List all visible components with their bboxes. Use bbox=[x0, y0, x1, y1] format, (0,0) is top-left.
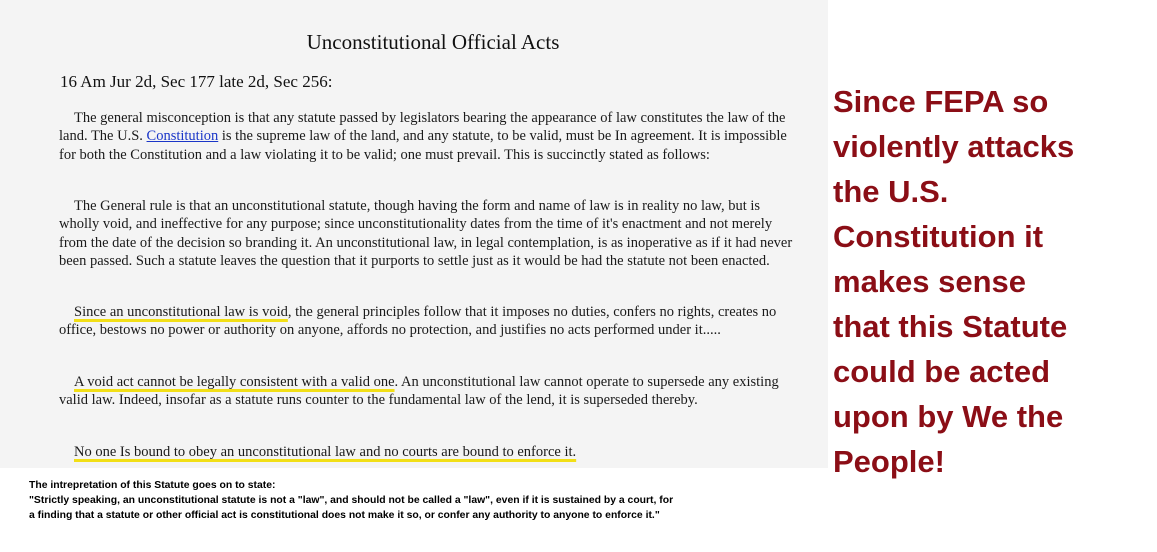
document-citation: 16 Am Jur 2d, Sec 177 late 2d, Sec 256: bbox=[60, 72, 333, 91]
caption-line: upon by We the bbox=[833, 399, 1064, 434]
interpretation-note bbox=[29, 478, 829, 523]
paragraph-void-law bbox=[59, 303, 795, 340]
caption-line: violently attacks bbox=[833, 129, 1075, 164]
caption-line: makes sense bbox=[833, 264, 1027, 299]
caption-line: Since FEPA so bbox=[833, 84, 1049, 119]
paragraph-text: The general misconception is that any statute passed by legislators bearing the appearance of law constitutes the law of the land. The U.S. bbox=[59, 110, 786, 145]
caption-line: the U.S. bbox=[833, 174, 949, 209]
paragraph-misconception bbox=[59, 109, 795, 164]
document-title: Unconstitutional Official Acts bbox=[306, 30, 560, 54]
caption-line: People! bbox=[833, 444, 945, 479]
paragraph-void-act bbox=[59, 373, 795, 410]
paragraph-text: , the general principles follow that it imposes no duties, confers no rights, creates no office, bestows no power or authority on anyone, affords no protection, and justifies no acts performed under it..... bbox=[59, 304, 777, 339]
side-caption bbox=[833, 79, 1153, 484]
note-line: The intrepretation of this Statute goes on to state: bbox=[29, 480, 276, 491]
note-line: a finding that a statute or other official act is constitutional does not make it so, or confer any authority to anyone to enforce it." bbox=[29, 510, 660, 521]
caption-line: that this Statute bbox=[833, 309, 1068, 344]
highlighted-phrase: Since an unconstitutional law is void bbox=[74, 304, 288, 320]
highlighted-phrase: No one Is bound to obey an unconstitutional law and no courts are bound to enforce it. bbox=[74, 444, 577, 460]
paragraph-general-rule: The General rule is that an unconstitutional statute, though having the form and name of law is in reality no law, but is wholly void, and ineffective for any purpose; since unconstitutionality dates from the time of it's enactment and not merely from the date of the decision so branding it. An unconstitutional law, in legal contemplation, is as inoperative as if it had never been passed. Such a statute leaves the question that it purports to settle just as it would be had the statute not been enacted. bbox=[59, 198, 793, 269]
paragraph-text: is the supreme law of the land, and any statute, to be valid, must be In agreement. It is impossible for both the Constitution and a law violating it to be valid; one must prevail. This is succinctly stated as follows: bbox=[59, 128, 787, 163]
paragraph-text: . An unconstitutional law cannot operate to supersede any existing valid law. Indeed, insofar as a statute runs counter to the fundamental law of the lend, it is superseded thereby. bbox=[59, 374, 779, 409]
highlighted-phrase: A void act cannot be legally consistent with a valid one bbox=[74, 374, 395, 390]
constitution-link[interactable]: Constitution bbox=[146, 128, 219, 145]
note-line: "Strictly speaking, an unconstitutional statute is not a "law", and should not be called a "law", even if it is sustained by a court, for bbox=[29, 495, 674, 506]
caption-line: Constitution it bbox=[833, 219, 1044, 254]
paragraph-no-one-bound bbox=[59, 443, 795, 461]
caption-line: could be acted bbox=[833, 354, 1051, 389]
